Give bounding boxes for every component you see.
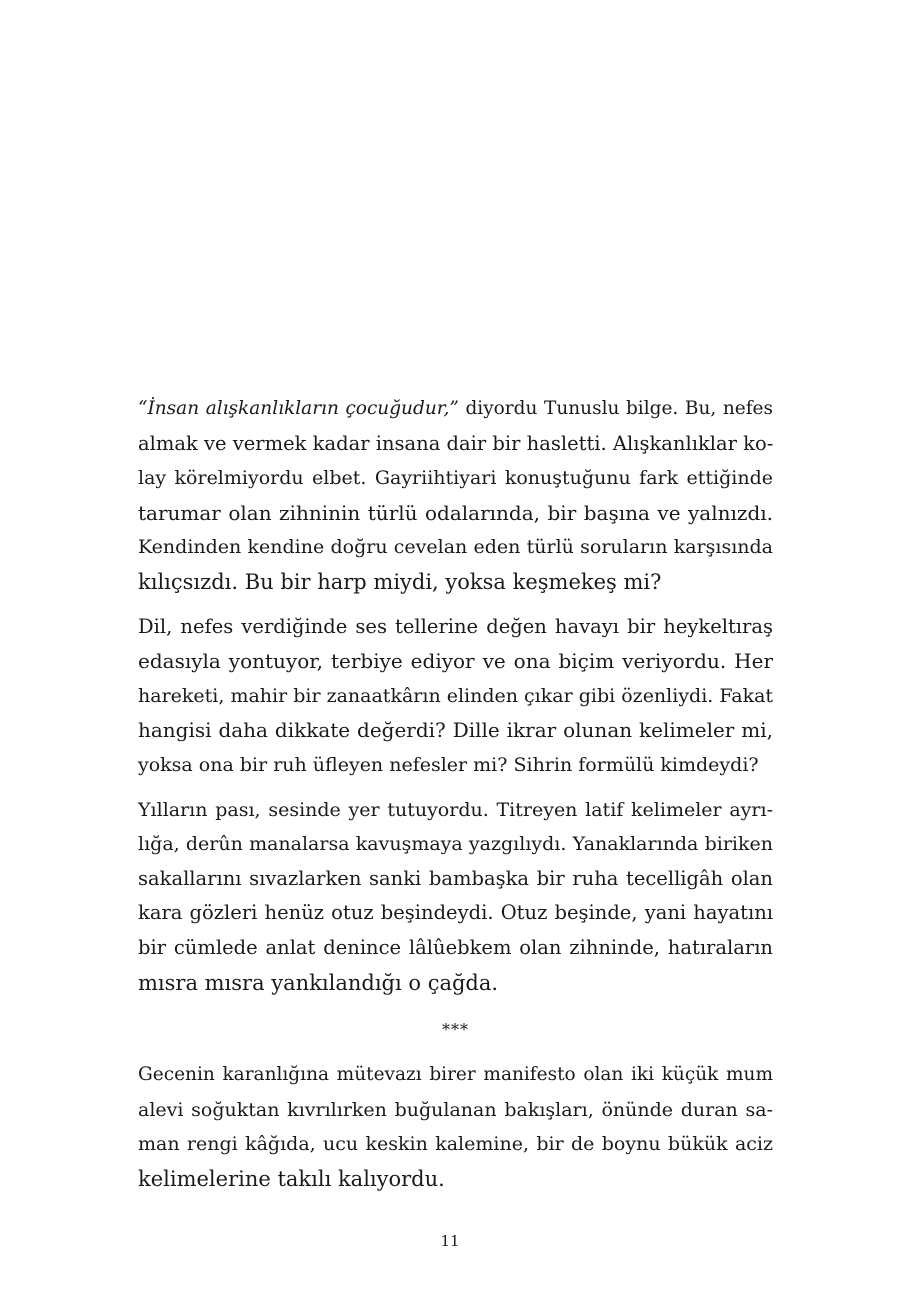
text-line: bir cümlede anlat denince lâlûebkem olan zihninde, hatıraların — [138, 935, 773, 959]
text-line: sakallarını sıvazlarken sanki bambaşka bir ruha tecelligâh olan — [138, 866, 773, 890]
text-line: hangisi daha dikkate değerdi? Dille ikrar olunan kelimeler mi, — [138, 718, 773, 743]
text-line: tarumar olan zihninin türlü odalarında, bir başına ve yalnızdı. — [138, 500, 773, 525]
text-line: kelimelerine takılı kalıyordu. — [138, 1166, 445, 1191]
text-line: mısra mısra yankılandığı o çağda. — [138, 970, 499, 995]
text-line — [138, 392, 773, 427]
text-line: lay körelmiyordu elbet. Gayriihtiyari konuştuğunu fark ettiğinde — [138, 467, 773, 490]
paragraph-3 — [138, 793, 773, 1001]
text-line: yoksa ona bir ruh üfleyen nefesler mi? Sihrin formülü kimdeydi? — [138, 753, 759, 776]
text-line: man rengi kâğıda, ucu keskin kalemine, bir de boynu bükük aciz — [138, 1133, 773, 1156]
text-line: alevi soğuktan kıvrılırken buğulanan bakışları, önünde duran sa- — [138, 1098, 773, 1121]
text-line: Gecenin karanlığına mütevazı birer manifesto olan iki küçük mum — [138, 1064, 773, 1086]
text-line: kılıçsızdı. Bu bir harp miydi, yoksa keşmekeş mi? — [138, 569, 662, 594]
text-line: Kendinden kendine doğru cevelan eden türlü soruların karşısında — [138, 536, 773, 559]
paragraph-4 — [138, 1058, 773, 1196]
text-line: edasıyla yontuyor, terbiye ediyor ve ona biçim veriyordu. Her — [138, 649, 773, 674]
section-separator: *** — [442, 1020, 469, 1040]
paragraph-2 — [138, 610, 773, 783]
page-number: 11 — [440, 1232, 460, 1250]
body-text — [138, 392, 773, 1206]
text-line: lığa, derûn manalarsa kavuşmaya yazgılıydı. Yanaklarında biriken — [138, 833, 773, 856]
text-line: almak ve vermek kadar insana dair bir hasletti. Alışkanlıklar ko- — [138, 431, 774, 455]
text-line: Dil, nefes verdiğinde ses tellerine değen havayı bir heykeltıraş — [138, 614, 773, 638]
italic-quote: “İnsan alışkanlıkların çocuğudur,” — [138, 398, 459, 419]
paragraph-1 — [138, 392, 773, 600]
text-line: Yılların pası, sesinde yer tutuyordu. Titreyen latif kelimeler ayrı- — [138, 798, 773, 821]
text-line: hareketi, mahir bir zanaatkârın elinden çıkar gibi özenliydi. Fakat — [138, 684, 774, 707]
line-text: diyordu Tunuslu bilge. Bu, nefes — [458, 398, 774, 419]
text-line: kara gözleri henüz otuz beşindeydi. Otuz beşinde, yani hayatını — [138, 901, 773, 925]
